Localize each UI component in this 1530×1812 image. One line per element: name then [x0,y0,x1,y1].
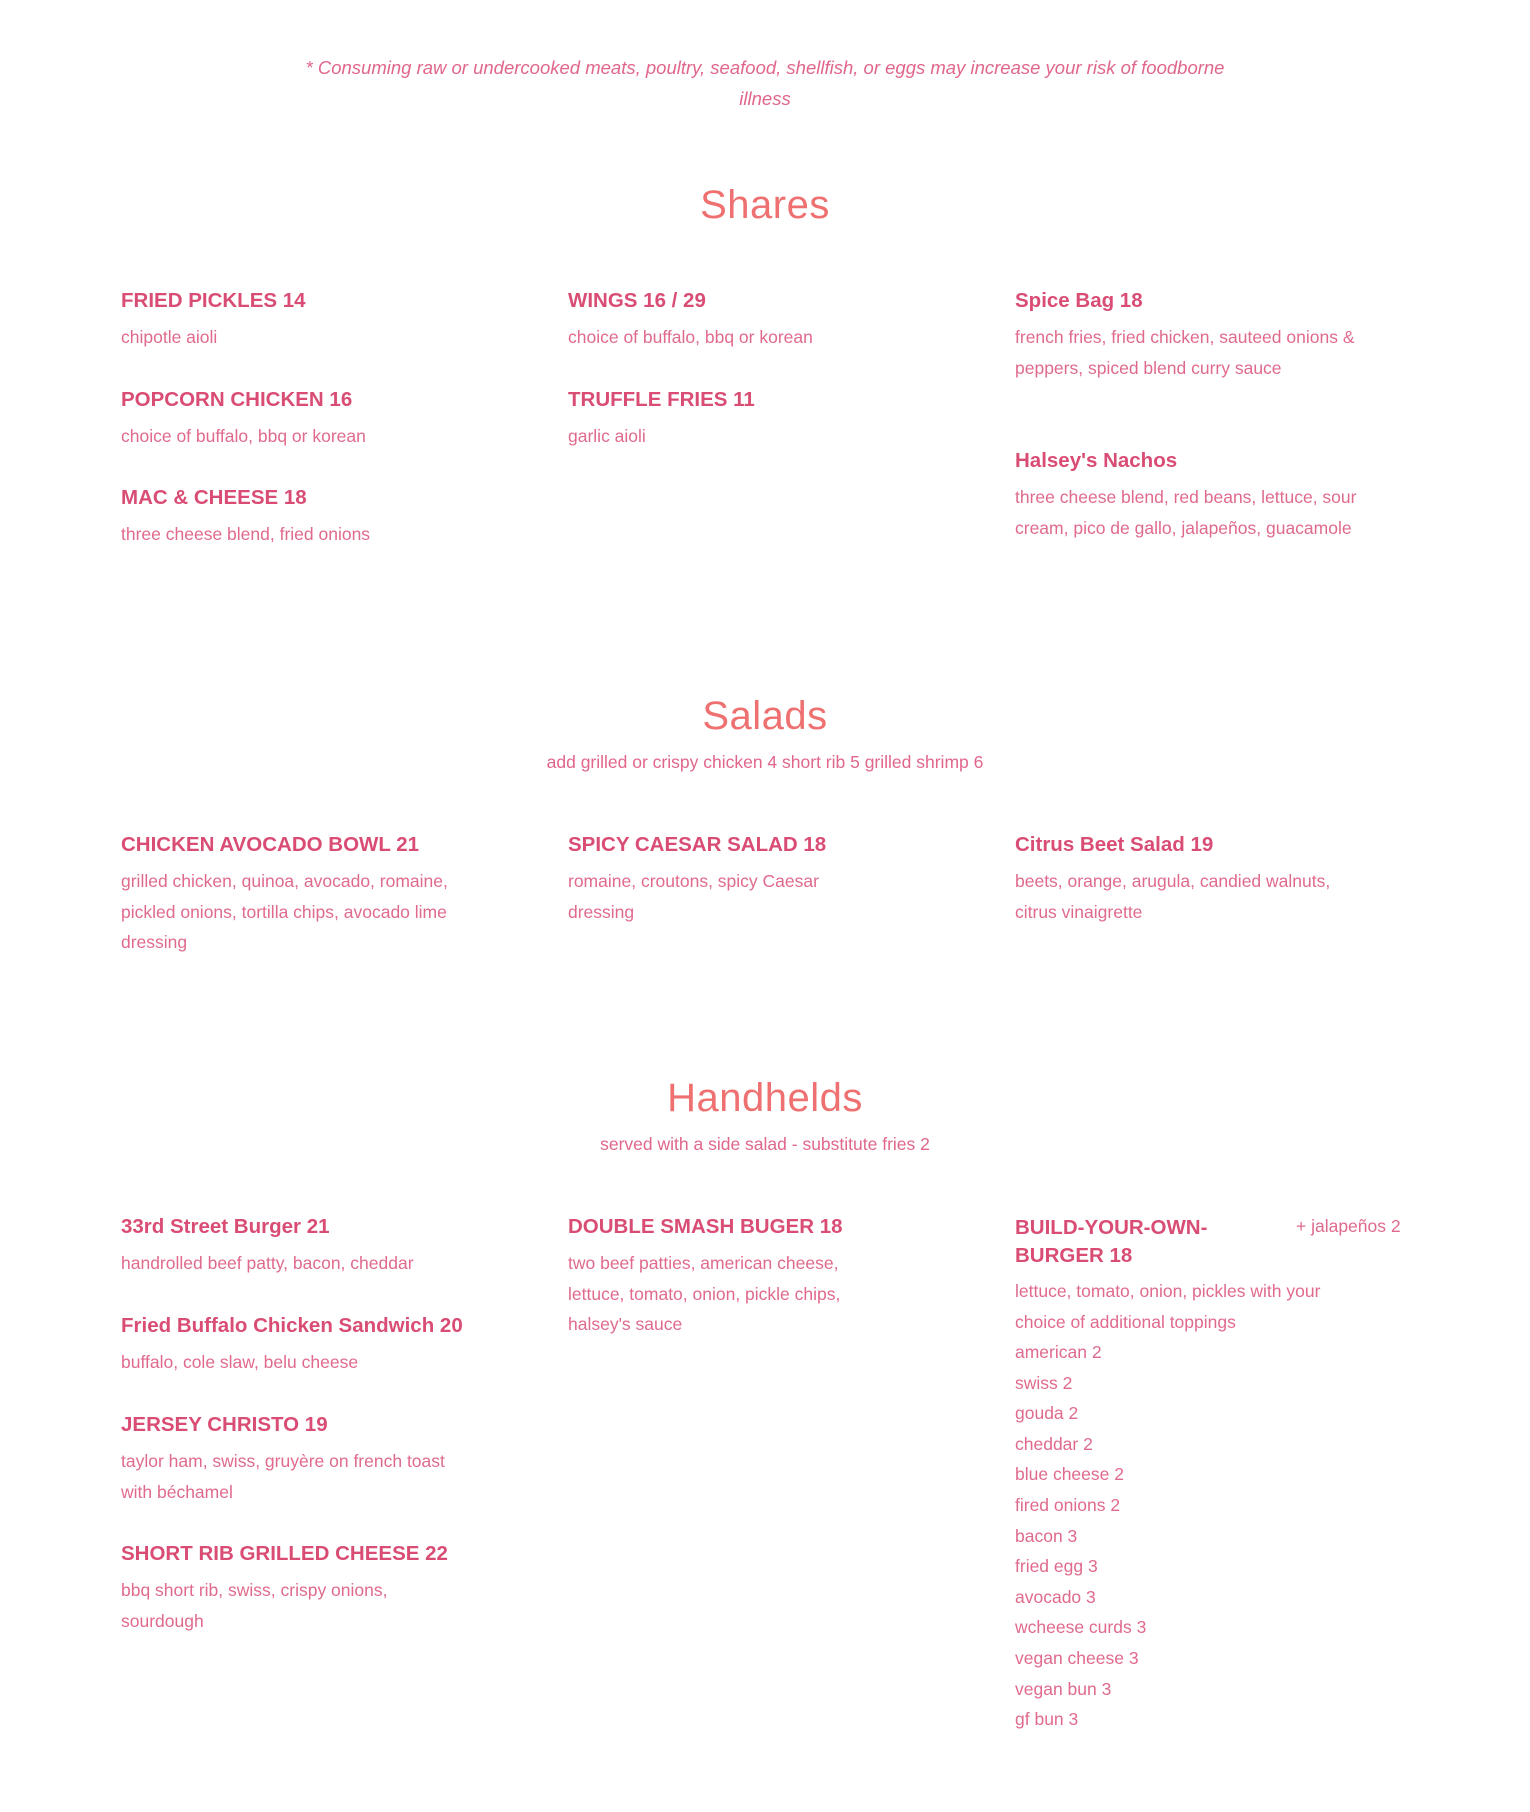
item-description: three cheese blend, red beans, lettuce, sour cream, pico de gallo, jalapeños, guacamole [1015,487,1357,538]
item-name: TRUFFLE FRIES 11 [568,388,755,411]
addon-item: gf bun 3 [1015,1709,1079,1730]
addon-item: swiss 2 [1015,1372,1073,1393]
addon-item: vegan bun 3 [1015,1678,1112,1699]
menu-item [121,832,466,958]
menu-item [121,1541,451,1636]
addon-list [1015,1337,1365,1735]
menu-item [1015,288,1360,383]
item-name: CHICKEN AVOCADO BOWL 21 [121,833,420,856]
item-name: SHORT RIB GRILLED CHEESE 22 [121,1542,448,1565]
item-description: handrolled beef patty, bacon, cheddar [121,1253,414,1273]
menu-item [121,485,521,550]
item-name: 33rd Street Burger 21 [121,1215,330,1238]
item-description: bbq short rib, swiss, crispy onions, sourdough [121,1580,388,1631]
item-description: grilled chicken, quinoa, avocado, romaine, pickled onions, tortilla chips, avocado lime dressing [121,871,448,952]
addon-item: fired onions 2 [1015,1494,1121,1515]
item-name: Fried Buffalo Chicken Sandwich 20 [121,1314,463,1337]
section-title-handhelds: Handhelds [667,1076,863,1120]
menu-item [568,288,968,353]
addon-item: wcheese curds 3 [1015,1617,1147,1638]
item-name: DOUBLE SMASH BUGER 18 [568,1215,843,1238]
addon-item: gouda 2 [1015,1403,1079,1424]
item-description: choice of buffalo, bbq or korean [121,426,366,446]
item-name: BUILD-YOUR-OWN-BURGER 18 [1015,1216,1208,1267]
handhelds-side-note: served with a side salad - substitute fries 2 [600,1134,930,1154]
addon-item: cheddar 2 [1015,1433,1093,1454]
addon-item: blue cheese 2 [1015,1464,1124,1485]
addon-item: vegan cheese 3 [1015,1647,1139,1668]
item-description: taylor ham, swiss, gruyère on french toast with béchamel [121,1451,445,1502]
item-name: Halsey's Nachos [1015,449,1178,472]
menu-item [568,387,968,452]
menu-item-build-your-own [1015,1214,1365,1735]
item-description: buffalo, cole slaw, belu cheese [121,1352,359,1372]
item-name: Citrus Beet Salad 19 [1015,833,1214,856]
menu-item [1015,448,1360,543]
menu-item [568,1214,888,1340]
addon-item: avocado 3 [1015,1586,1096,1607]
item-description: lettuce, tomato, onion, pickles with your choice of additional toppings [1015,1281,1321,1332]
item-description: three cheese blend, fried onions [121,524,371,544]
item-name: MAC & CHEESE 18 [121,486,307,509]
item-name: POPCORN CHICKEN 16 [121,388,353,411]
addon-item: bacon 3 [1015,1525,1078,1546]
menu-item [121,1412,451,1507]
section-title-shares: Shares [700,183,830,227]
item-description: beets, orange, arugula, candied walnuts, citrus vinaigrette [1015,871,1331,922]
item-description: choice of buffalo, bbq or korean [568,327,813,347]
addon-item: american 2 [1015,1342,1102,1362]
item-name: FRIED PICKLES 14 [121,289,306,312]
section-title-salads: Salads [702,694,828,738]
item-description: garlic aioli [568,426,646,446]
item-name: JERSEY CHRISTO 19 [121,1413,328,1436]
salads-addons-note: add grilled or crispy chicken 4 short rib 5 grilled shrimp 6 [546,752,984,772]
item-description: romaine, croutons, spicy Caesar dressing [568,871,819,922]
item-name: Spice Bag 18 [1015,289,1143,312]
item-description: french fries, fried chicken, sauteed onions & peppers, spiced blend curry sauce [1015,327,1355,378]
menu-item [121,1313,521,1378]
item-description: two beef patties, american cheese, lettuce, tomato, onion, pickle chips, halsey's sauce [568,1253,841,1334]
addon-item: fried egg 3 [1015,1556,1098,1577]
menu-item [121,288,521,353]
item-description: chipotle aioli [121,327,218,347]
item-name: SPICY CAESAR SALAD 18 [568,833,827,856]
raw-food-disclaimer: * Consuming raw or undercooked meats, poultry, seafood, shellfish, or eggs may increase your risk of foodborne illness [305,57,1225,109]
menu-item [568,832,868,927]
item-name: WINGS 16 / 29 [568,289,706,312]
jalapeno-addon-note: + jalapeños 2 [1296,1216,1401,1236]
menu-item [1015,832,1375,927]
menu-item [121,1214,521,1279]
menu-item [121,387,521,452]
